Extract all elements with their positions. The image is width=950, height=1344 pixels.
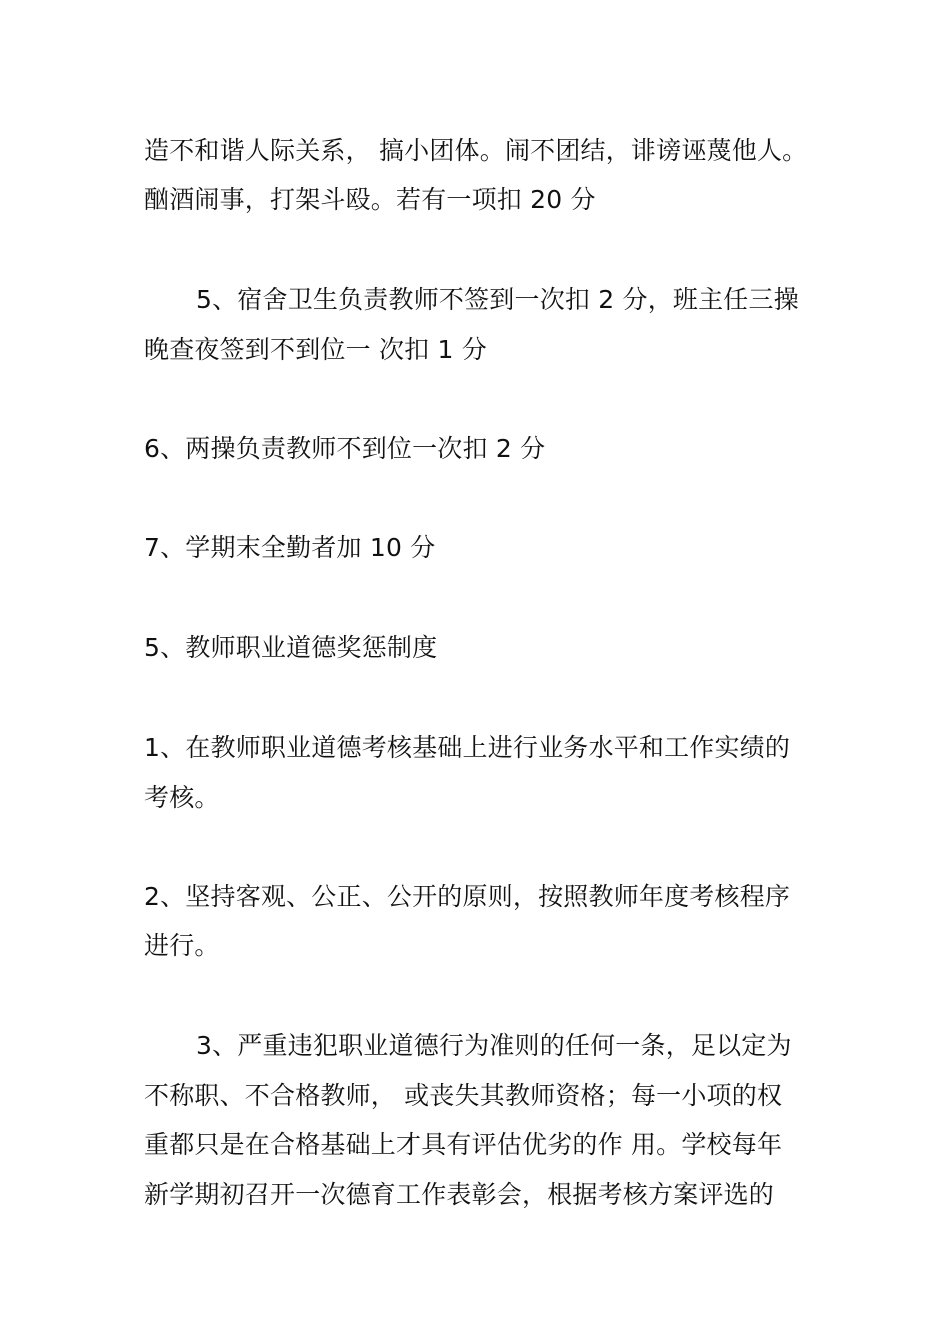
text-line: 7、学期末全勤者加 10 分	[144, 533, 436, 562]
text-line: 晚查夜签到不到位一 次扣 1 分	[144, 335, 487, 364]
text-line: 重都只是在合格基础上才具有评估优劣的作 用。学校每年	[144, 1130, 783, 1159]
text-line: 酗酒闹事，打架斗殴。若有一项扣 20 分	[144, 185, 596, 214]
text-line: 造不和谐人际关系， 搞小团体。闹不团结，诽谤诬蔑他人。	[144, 136, 808, 165]
text-line: 1、在教师职业道德考核基础上进行业务水平和工作实绩的	[144, 733, 791, 762]
text-line: 新学期初召开一次德育工作表彰会，根据考核方案评选的	[144, 1180, 775, 1209]
section-heading: 5、教师职业道德奖惩制度	[144, 633, 438, 662]
text-line: 3、严重违犯职业道德行为准则的任何一条，足以定为	[196, 1031, 792, 1060]
text-line: 进行。	[144, 931, 220, 960]
text-line: 考核。	[144, 783, 220, 812]
text-line: 6、两操负责教师不到位一次扣 2 分	[144, 434, 546, 463]
text-line: 不称职、不合格教师， 或丧失其教师资格；每一小项的权	[144, 1081, 783, 1110]
text-line: 5、宿舍卫生负责教师不签到一次扣 2 分，班主任三操	[196, 285, 799, 314]
text-line: 2、坚持客观、公正、公开的原则，按照教师年度考核程序	[144, 882, 791, 911]
